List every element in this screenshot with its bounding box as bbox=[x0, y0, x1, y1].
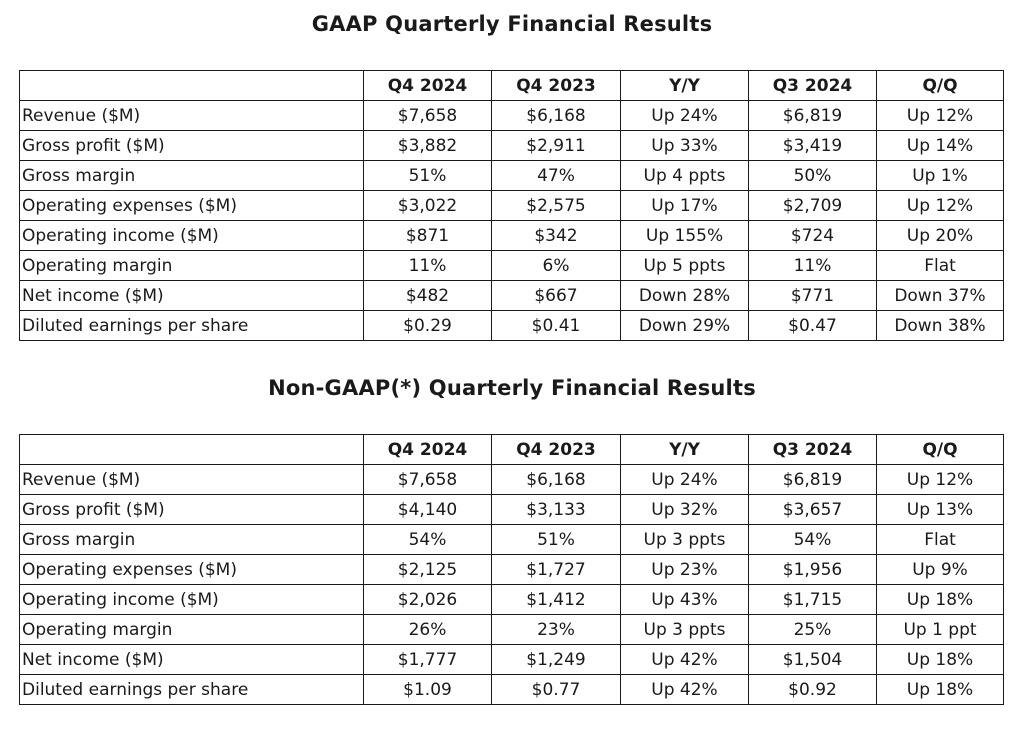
table-cell: Up 23% bbox=[621, 555, 749, 585]
table-row bbox=[20, 465, 1004, 495]
table-cell: 23% bbox=[492, 615, 621, 645]
table-cell: $1,727 bbox=[492, 555, 621, 585]
row-label: Operating income ($M) bbox=[20, 585, 364, 615]
table-cell: $342 bbox=[492, 221, 621, 251]
column-header: Y/Y bbox=[621, 71, 749, 101]
table-cell: $871 bbox=[364, 221, 492, 251]
column-header: Y/Y bbox=[621, 435, 749, 465]
table-cell: Up 1% bbox=[877, 161, 1004, 191]
table-cell: $3,657 bbox=[749, 495, 877, 525]
nongaap-section-title: Non-GAAP(*) Quarterly Financial Results bbox=[268, 376, 756, 400]
table-cell: Flat bbox=[877, 251, 1004, 281]
table-cell: Up 12% bbox=[877, 101, 1004, 131]
table-cell: Up 32% bbox=[621, 495, 749, 525]
row-label: Operating income ($M) bbox=[20, 221, 364, 251]
table-row bbox=[20, 555, 1004, 585]
table-cell: 54% bbox=[749, 525, 877, 555]
table-cell: Up 5 ppts bbox=[621, 251, 749, 281]
row-label: Gross profit ($M) bbox=[20, 495, 364, 525]
table-cell: Up 43% bbox=[621, 585, 749, 615]
table-cell: 51% bbox=[492, 525, 621, 555]
table-cell: Up 4 ppts bbox=[621, 161, 749, 191]
row-label: Net income ($M) bbox=[20, 645, 364, 675]
table-cell: $0.29 bbox=[364, 311, 492, 341]
table-cell: $667 bbox=[492, 281, 621, 311]
table-cell: Up 18% bbox=[877, 585, 1004, 615]
table-cell: $0.41 bbox=[492, 311, 621, 341]
nongaap-results-table bbox=[19, 434, 1004, 705]
nongaap-table-body bbox=[20, 465, 1004, 705]
row-label: Operating margin bbox=[20, 251, 364, 281]
table-cell: Down 38% bbox=[877, 311, 1004, 341]
table-row bbox=[20, 191, 1004, 221]
header-cell-blank bbox=[20, 435, 364, 465]
table-cell: 6% bbox=[492, 251, 621, 281]
table-row bbox=[20, 525, 1004, 555]
column-header: Q3 2024 bbox=[749, 71, 877, 101]
table-cell: Up 155% bbox=[621, 221, 749, 251]
column-header: Q3 2024 bbox=[749, 435, 877, 465]
row-label: Revenue ($M) bbox=[20, 465, 364, 495]
row-label: Gross margin bbox=[20, 525, 364, 555]
table-cell: $2,026 bbox=[364, 585, 492, 615]
table-cell: $1,777 bbox=[364, 645, 492, 675]
table-row bbox=[20, 311, 1004, 341]
table-cell: $771 bbox=[749, 281, 877, 311]
table-cell: $2,125 bbox=[364, 555, 492, 585]
row-label: Operating expenses ($M) bbox=[20, 555, 364, 585]
table-cell: 11% bbox=[364, 251, 492, 281]
table-row bbox=[20, 645, 1004, 675]
table-cell: 26% bbox=[364, 615, 492, 645]
table-cell: Down 28% bbox=[621, 281, 749, 311]
table-cell: Up 24% bbox=[621, 465, 749, 495]
table-cell: Up 3 ppts bbox=[621, 525, 749, 555]
table-cell: Up 42% bbox=[621, 675, 749, 705]
table-cell: $3,882 bbox=[364, 131, 492, 161]
table-cell: $2,575 bbox=[492, 191, 621, 221]
table-cell: Up 9% bbox=[877, 555, 1004, 585]
table-row bbox=[20, 615, 1004, 645]
table-row bbox=[20, 281, 1004, 311]
row-label: Revenue ($M) bbox=[20, 101, 364, 131]
table-cell: $7,658 bbox=[364, 101, 492, 131]
column-header: Q4 2024 bbox=[364, 71, 492, 101]
table-cell: $2,709 bbox=[749, 191, 877, 221]
table-cell: $1,956 bbox=[749, 555, 877, 585]
table-cell: $0.92 bbox=[749, 675, 877, 705]
table-cell: $1.09 bbox=[364, 675, 492, 705]
row-label: Diluted earnings per share bbox=[20, 311, 364, 341]
gaap-table-header bbox=[20, 71, 1004, 101]
table-row bbox=[20, 251, 1004, 281]
table-cell: $3,022 bbox=[364, 191, 492, 221]
table-cell: 25% bbox=[749, 615, 877, 645]
table-cell: Up 20% bbox=[877, 221, 1004, 251]
table-row bbox=[20, 495, 1004, 525]
table-cell: $4,140 bbox=[364, 495, 492, 525]
row-label: Operating margin bbox=[20, 615, 364, 645]
table-cell: $1,504 bbox=[749, 645, 877, 675]
table-cell: Up 14% bbox=[877, 131, 1004, 161]
nongaap-table-header bbox=[20, 435, 1004, 465]
table-cell: Flat bbox=[877, 525, 1004, 555]
table-cell: 11% bbox=[749, 251, 877, 281]
row-label: Net income ($M) bbox=[20, 281, 364, 311]
table-cell: Up 12% bbox=[877, 465, 1004, 495]
header-cell-blank bbox=[20, 71, 364, 101]
table-cell: Up 13% bbox=[877, 495, 1004, 525]
table-cell: 54% bbox=[364, 525, 492, 555]
table-cell: Up 42% bbox=[621, 645, 749, 675]
table-row bbox=[20, 101, 1004, 131]
gaap-header-row bbox=[20, 71, 1004, 101]
row-label: Operating expenses ($M) bbox=[20, 191, 364, 221]
row-label: Gross profit ($M) bbox=[20, 131, 364, 161]
table-cell: $1,715 bbox=[749, 585, 877, 615]
table-cell: $1,412 bbox=[492, 585, 621, 615]
table-cell: $2,911 bbox=[492, 131, 621, 161]
table-cell: Up 18% bbox=[877, 645, 1004, 675]
table-row bbox=[20, 675, 1004, 705]
table-cell: Up 33% bbox=[621, 131, 749, 161]
table-cell: 51% bbox=[364, 161, 492, 191]
table-cell: $6,819 bbox=[749, 465, 877, 495]
column-header: Q/Q bbox=[877, 71, 1004, 101]
table-cell: $3,419 bbox=[749, 131, 877, 161]
table-cell: Up 18% bbox=[877, 675, 1004, 705]
table-cell: Up 24% bbox=[621, 101, 749, 131]
table-cell: 47% bbox=[492, 161, 621, 191]
table-cell: $6,168 bbox=[492, 101, 621, 131]
table-cell: Up 17% bbox=[621, 191, 749, 221]
table-cell: $6,819 bbox=[749, 101, 877, 131]
table-cell: $482 bbox=[364, 281, 492, 311]
table-cell: Down 29% bbox=[621, 311, 749, 341]
gaap-results-table bbox=[19, 70, 1004, 341]
gaap-table-body bbox=[20, 101, 1004, 341]
table-cell: $0.77 bbox=[492, 675, 621, 705]
table-row bbox=[20, 131, 1004, 161]
table-row bbox=[20, 585, 1004, 615]
table-row bbox=[20, 221, 1004, 251]
table-cell: $1,249 bbox=[492, 645, 621, 675]
table-cell: $3,133 bbox=[492, 495, 621, 525]
column-header: Q4 2023 bbox=[492, 71, 621, 101]
table-cell: $724 bbox=[749, 221, 877, 251]
table-cell: Up 12% bbox=[877, 191, 1004, 221]
table-cell: Down 37% bbox=[877, 281, 1004, 311]
table-cell: 50% bbox=[749, 161, 877, 191]
column-header: Q4 2024 bbox=[364, 435, 492, 465]
table-cell: Up 3 ppts bbox=[621, 615, 749, 645]
column-header: Q4 2023 bbox=[492, 435, 621, 465]
table-cell: Up 1 ppt bbox=[877, 615, 1004, 645]
table-cell: $6,168 bbox=[492, 465, 621, 495]
table-row bbox=[20, 161, 1004, 191]
table-cell: $7,658 bbox=[364, 465, 492, 495]
row-label: Diluted earnings per share bbox=[20, 675, 364, 705]
nongaap-header-row bbox=[20, 435, 1004, 465]
gaap-section-title: GAAP Quarterly Financial Results bbox=[311, 12, 713, 36]
row-label: Gross margin bbox=[20, 161, 364, 191]
table-cell: $0.47 bbox=[749, 311, 877, 341]
column-header: Q/Q bbox=[877, 435, 1004, 465]
